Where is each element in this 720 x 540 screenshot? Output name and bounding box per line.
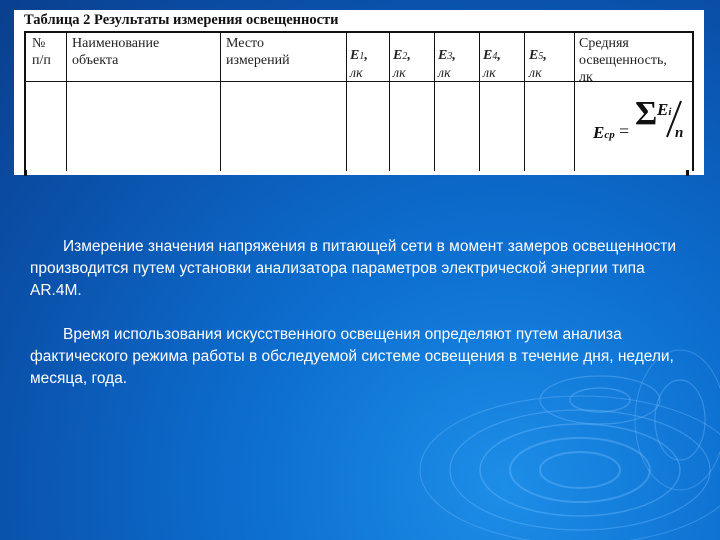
results-table (24, 31, 694, 171)
column-divider (574, 33, 575, 171)
header-average: Средняя освещенность, лк (579, 36, 667, 85)
formula-denominator: n (675, 125, 684, 141)
header-e3: E3, лк (438, 48, 456, 81)
column-divider (479, 33, 480, 171)
average-formula (591, 93, 691, 153)
column-divider (66, 33, 67, 171)
table-edge-mark (24, 170, 27, 176)
table-caption: Таблица 2 Результаты измерения освещенности (24, 12, 339, 28)
sum-symbol: Σ (635, 95, 658, 132)
header-number: № п/п (32, 36, 51, 68)
column-divider (524, 33, 525, 171)
header-e4: E4, лк (483, 48, 501, 81)
header-e1: E1, лк (350, 48, 368, 81)
formula-equals: = (619, 121, 630, 141)
column-divider (220, 33, 221, 171)
illuminance-table-image (14, 10, 704, 175)
column-divider (346, 33, 347, 171)
column-divider (434, 33, 435, 171)
header-e2: E2, лк (393, 48, 411, 81)
column-divider (389, 33, 390, 171)
table-edge-mark (686, 170, 689, 176)
paragraph-lighting-usage: Время использования искусственного освещения определяют путем анализа фактического режима работы в обследуемой системе освещения в течение дня, недели, месяца, года. (30, 326, 674, 387)
header-e5: E5, лк (529, 48, 547, 81)
formula-lhs: Eср (593, 123, 615, 142)
formula-term: Ei (657, 100, 672, 119)
paragraph-voltage-measurement: Измерение значения напряжения в питающей сети в момент замеров освещенности производится путем установки анализатора параметров электрической энергии типа AR.4M. (30, 238, 676, 299)
header-object: Наименование объекта (72, 36, 160, 68)
header-place: Место измерений (226, 36, 290, 68)
